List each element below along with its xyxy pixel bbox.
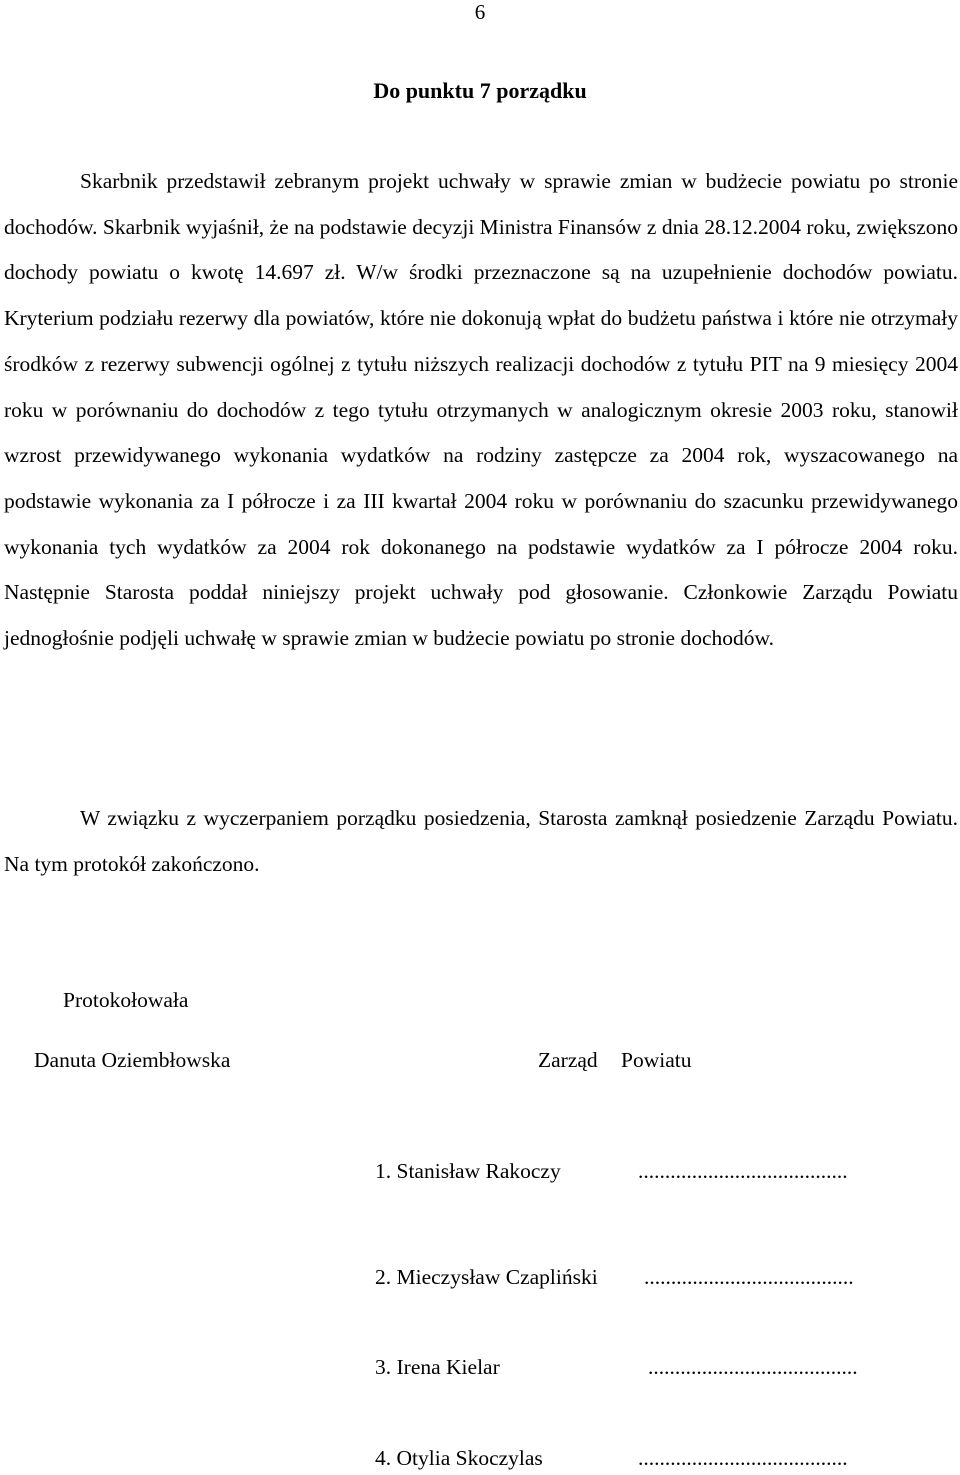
board-member-name: 4. Otylia Skoczylas xyxy=(375,1446,543,1470)
recorded-by-label: Protokołowała xyxy=(63,988,189,1012)
signature-dots: ....................................... xyxy=(644,1265,854,1289)
page-number: 6 xyxy=(474,0,486,24)
board-member-name: 1. Stanisław Rakoczy xyxy=(375,1159,561,1183)
board-member-name: 3. Irena Kielar xyxy=(375,1355,500,1379)
signature-dots: ....................................... xyxy=(648,1355,858,1379)
paragraph-closing: W związku z wyczerpaniem porządku posiedzenia, Starosta zamknął posiedzenie Zarządu Powiatu. Na tym protokół zakończono. xyxy=(4,806,958,876)
section-title: Do punktu 7 porządku xyxy=(373,78,587,103)
board-label: Zarząd Powiatu xyxy=(538,1048,692,1072)
board-member-name: 2. Mieczysław Czapliński xyxy=(375,1265,598,1289)
paragraph-budget-changes: Skarbnik przedstawił zebranym projekt uchwały w sprawie zmian w budżecie powiatu po stronie dochodów. Skarbnik wyjaśnił, że na podstawie decyzji Ministra Finansów z dnia 28.12.2004 roku, zwiększono dochody powiatu o kwotę 14.697 zł. W/w środki przeznaczone są na uzupełnienie dochodów powiatu. Kryterium podziału rezerwy dla powiatów, które nie dokonują wpłat do budżetu państwa i które nie otrzymały środków z rezerwy subwencji ogólnej z tytułu niższych realizacji dochodów z tytułu PIT na 9 miesięcy 2004 roku w porównaniu do dochodów z tego tytułu otrzymanych w analogicznym okresie 2003 roku, stanowił wzrost przewidywanego wykonania wydatków na rodziny zastępcze za 2004 rok, wyszacowanego na podstawie wykonania za I półrocze i za III kwartał 2004 roku w porównaniu do szacunku przewidywanego wykonania tych wydatków za 2004 rok dokonanego na podstawie wydatków za I półrocze 2004 roku. Następnie Starosta poddał niniejszy projekt uchwały pod głosowanie. Członkowie Zarządu Powiatu jednogłośnie podjęli uchwałę w sprawie zmian w budżecie powiatu po stronie dochodów. xyxy=(4,169,958,651)
signature-dots: ....................................... xyxy=(638,1159,848,1183)
signature-dots: ....................................... xyxy=(638,1446,848,1470)
recorded-by-name: Danuta Oziembłowska xyxy=(34,1048,231,1072)
